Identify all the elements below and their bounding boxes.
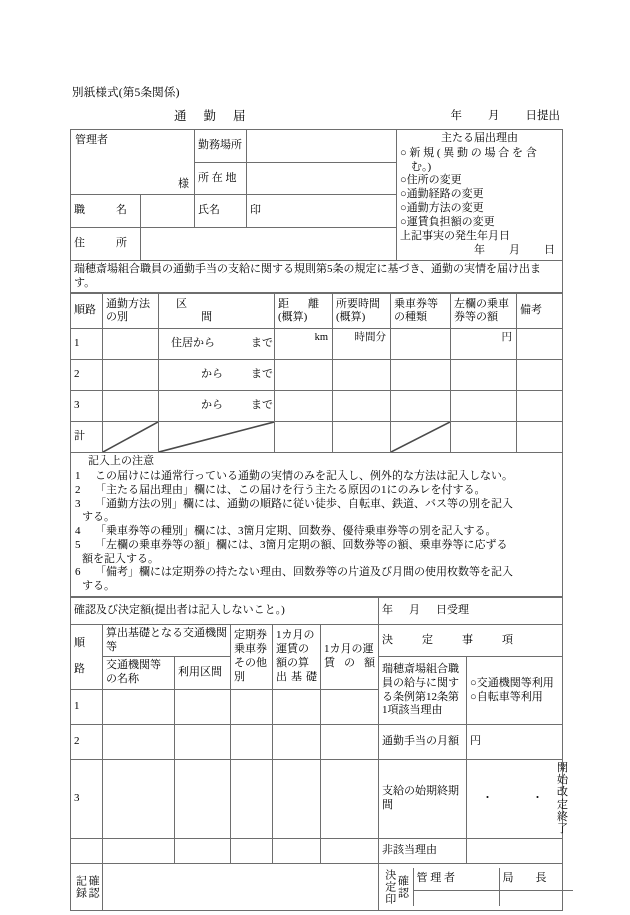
note-item: 2 「主たる届出理由」欄には、この届けを行う主たる原因の1にのみレを付する。	[75, 483, 486, 496]
route-row-3-amount[interactable]	[451, 391, 517, 422]
fact-date-label: 上記事実の発生年月日	[400, 230, 510, 243]
table-row-total	[71, 422, 563, 453]
manager-sama: 様	[178, 177, 189, 190]
route-row-1-section[interactable]	[159, 329, 275, 360]
conf-row-1-pass[interactable]	[231, 689, 273, 724]
conf-row-3-no: 3	[71, 759, 103, 838]
table-row	[71, 759, 563, 838]
route-row-3-to: まで	[251, 399, 273, 412]
route-row-1-from: 住居から	[171, 337, 215, 350]
col-order: 順路	[71, 294, 103, 329]
table-row	[71, 597, 563, 624]
note-item: 4 「乗車券等の種別」欄には、3箇月定期、回数券、優待乗車券等の別を記入する。	[75, 525, 497, 537]
total-method-struck	[103, 422, 159, 453]
seal-director-label: 局 長	[499, 868, 573, 891]
note-item: 3 「通勤方法の別」欄には、通勤の順路に従い徒歩、自転車、鉄道、バス等の別を記入	[75, 497, 513, 510]
lower-col-section-used: 利用区間	[175, 657, 231, 690]
allowance-label: 通勤手当の月額	[379, 724, 467, 759]
conf-row-2-no: 2	[71, 724, 103, 759]
route-row-1-to: まで	[251, 337, 273, 350]
conf-row-4-basis[interactable]	[273, 838, 321, 863]
table-row	[71, 391, 563, 422]
period-state-revise[interactable]: 改定	[557, 786, 569, 811]
total-section-struck	[159, 422, 275, 453]
submit-month: 月	[488, 110, 500, 122]
workplace-label: 勤務場所	[195, 130, 247, 163]
table-row	[71, 360, 563, 391]
route-row-1-remarks[interactable]	[517, 329, 563, 360]
reason-option-method[interactable]: ○通勤方法の変更	[400, 201, 484, 214]
receipt-year: 年	[382, 603, 394, 616]
seal-label-col-2: 決定印	[383, 868, 396, 905]
conf-row-2-fare[interactable]	[321, 724, 379, 759]
table-row	[71, 260, 563, 293]
submit-day: 日提出	[525, 110, 560, 122]
applicant-table	[70, 129, 563, 293]
conf-row-1-section[interactable]	[175, 689, 231, 724]
unit-yen: 円	[501, 332, 512, 344]
seal-header-row	[379, 868, 573, 891]
name-label: 氏名	[195, 195, 247, 228]
conf-row-2-org[interactable]	[103, 724, 175, 759]
conf-row-1-no: 1	[71, 689, 103, 724]
seal-director-value[interactable]	[499, 890, 573, 906]
address-label: 住 所	[71, 228, 141, 261]
decision-option-transit[interactable]: ○交通機関等利用	[470, 676, 554, 689]
note-item: 6 「備考」欄には定期券の持たない理由、回数券等の片道及び月間の使用枚数等を記入	[75, 566, 513, 579]
route-row-2-no: 2	[71, 360, 103, 391]
seal-label-col-1: 確認	[396, 874, 409, 899]
route-row-2-time[interactable]	[333, 360, 391, 391]
lower-col-pass-kind: 定期券乗車券その他別	[231, 624, 273, 689]
reason-option-address[interactable]: ○住所の変更	[400, 174, 462, 187]
route-row-1-amount[interactable]	[451, 329, 517, 360]
reason-option-fare[interactable]: ○運賃負担額の変更	[400, 215, 495, 228]
seal-label	[379, 868, 413, 906]
location-label: 所 在 地	[195, 162, 247, 195]
total-time[interactable]	[333, 422, 391, 453]
workplace-input[interactable]	[247, 130, 397, 163]
conf-row-3-fare[interactable]	[321, 759, 379, 838]
conf-row-3-section[interactable]	[175, 759, 231, 838]
route-row-2-distance[interactable]	[275, 360, 333, 391]
lower-col-basis-group: 算出基礎となる交通機関等	[103, 624, 231, 657]
receipt-date[interactable]	[379, 597, 563, 624]
period-state-end[interactable]: 終了	[557, 811, 569, 836]
post-input[interactable]	[141, 195, 195, 228]
table-header-row	[71, 624, 563, 657]
note-item-cont: する。	[82, 580, 115, 592]
fact-year: 年	[474, 244, 485, 256]
notes-title: 記入上の注意	[88, 455, 154, 468]
col-ticket-amount: 左欄の乗車 券等の額	[451, 294, 517, 329]
location-input[interactable]	[247, 162, 397, 195]
non-applicable-value[interactable]	[467, 838, 563, 863]
route-row-2-ticket[interactable]	[391, 360, 451, 391]
submission-date	[451, 107, 561, 123]
route-row-3-ticket[interactable]	[391, 391, 451, 422]
total-label: 計	[71, 422, 103, 453]
confirmation-title: 確認及び決定額(提出者は記入しないこと。)	[71, 597, 379, 624]
conf-row-2-pass[interactable]	[231, 724, 273, 759]
note-item: 5 「左欄の乗車券等の額」欄には、3箇月定期の額、回数券等の額、乗車券等に応ずる	[75, 538, 508, 551]
notes-cell	[71, 453, 563, 597]
route-row-2-remarks[interactable]	[517, 360, 563, 391]
receipt-month: 月	[409, 603, 421, 616]
route-row-2-section[interactable]	[159, 360, 275, 391]
conf-row-4-pass[interactable]	[231, 838, 273, 863]
decision-clause-options	[467, 657, 563, 725]
total-distance[interactable]	[275, 422, 333, 453]
period-label: 支給の始期終期間	[379, 759, 467, 838]
record-label-col-1: 確認	[87, 874, 100, 899]
reason-option-new-1[interactable]: ○ 新 規 ( 異 動 の 場 合 を 含	[400, 146, 537, 159]
period-cell[interactable]	[467, 759, 569, 838]
conf-row-3-basis[interactable]	[273, 759, 321, 838]
route-row-2-from: から	[201, 368, 223, 381]
total-amount[interactable]	[451, 422, 517, 453]
col-ticket-type: 乗車券等 の種類	[391, 294, 451, 329]
conf-row-1-org[interactable]	[103, 689, 175, 724]
conf-row-1-fare[interactable]	[321, 689, 379, 724]
route-row-3-from: から	[201, 399, 223, 412]
fact-date-fields[interactable]	[400, 244, 559, 258]
conf-row-3-org[interactable]	[103, 759, 175, 838]
route-row-2-method[interactable]	[103, 360, 159, 391]
conf-row-4-org[interactable]	[103, 838, 175, 863]
reason-option-route[interactable]: ○通勤経路の変更	[400, 188, 484, 200]
table-row	[71, 329, 563, 360]
seal-manager-label: 管 理 者	[413, 868, 499, 891]
route-row-1-distance[interactable]	[275, 329, 333, 360]
col-remarks: 備考	[517, 294, 563, 329]
route-row-1-time[interactable]	[333, 329, 391, 360]
fact-day: 日	[544, 244, 555, 256]
reason-cell	[397, 130, 563, 261]
route-table	[70, 293, 563, 597]
manager-label: 管理者	[75, 134, 108, 146]
unit-time: 時間分	[354, 332, 386, 344]
document-title: 通勤届	[174, 109, 263, 123]
route-row-3-time[interactable]	[333, 391, 391, 422]
table-row	[71, 130, 563, 163]
decision-option-bicycle[interactable]: ○自転車等利用	[470, 690, 543, 703]
conf-row-4-no	[71, 838, 103, 863]
col-time: 所要時間 (概算)	[333, 294, 391, 329]
conf-row-1-basis[interactable]	[273, 689, 321, 724]
route-row-1-ticket[interactable]	[391, 329, 451, 360]
allowance-unit: 円	[470, 734, 482, 747]
route-row-1-method[interactable]	[103, 329, 159, 360]
route-row-3-no: 3	[71, 391, 103, 422]
form-sheet	[70, 84, 569, 911]
route-row-1-no: 1	[71, 329, 103, 360]
route-row-3-remarks[interactable]	[517, 391, 563, 422]
submit-year: 年	[450, 110, 462, 122]
table-row-notes	[71, 453, 563, 597]
lower-col-org-name: 交通機関等の名称	[103, 657, 175, 690]
table-header-row	[71, 294, 563, 329]
conf-row-2-section[interactable]	[175, 724, 231, 759]
route-row-3-method[interactable]	[103, 391, 159, 422]
non-applicable-label: 非該当理由	[379, 838, 467, 863]
route-row-3-distance[interactable]	[275, 391, 333, 422]
manager-cell	[71, 130, 195, 195]
lower-col-monthly-fare: 1カ月の運賃の額	[321, 624, 379, 689]
seal-manager-value[interactable]	[413, 890, 499, 906]
note-item: 1 この届けには通常行っている通勤の実情のみを記入し、例外的な方法は記入しない。	[75, 470, 513, 482]
fact-month: 月	[509, 244, 520, 256]
conf-row-4-section[interactable]	[175, 838, 231, 863]
allowance-value[interactable]	[467, 724, 563, 759]
route-row-2-to: まで	[251, 368, 273, 381]
seal-block	[379, 863, 563, 910]
decision-clause-reason: 瑞穂斎場組合職員の給与に関する条例第12条第1項該当理由	[379, 657, 467, 725]
record-label	[71, 863, 103, 910]
route-row-2-amount[interactable]	[451, 360, 517, 391]
col-section: 区間	[159, 294, 275, 329]
note-item-cont: 額を記入する。	[82, 552, 159, 565]
period-state-start[interactable]: 開始	[557, 761, 569, 787]
post-label: 職 名	[71, 195, 141, 228]
table-row-record	[71, 863, 563, 910]
title-row	[70, 106, 562, 126]
decision-section-title: 決 定 事 項	[379, 624, 563, 657]
route-row-3-section[interactable]	[159, 391, 275, 422]
reason-option-new-2: む。)	[411, 160, 432, 173]
col-method: 通勤方法 の別	[103, 294, 159, 329]
conf-row-4-fare[interactable]	[321, 838, 379, 863]
address-input[interactable]	[141, 228, 397, 261]
period-dots: ・ ・	[482, 791, 558, 804]
lower-col-monthly-basis: 1カ月の運賃の額の算出基礎	[273, 624, 321, 689]
seal-label: 印	[250, 204, 261, 217]
unit-km: km	[314, 332, 328, 344]
record-value[interactable]	[103, 863, 379, 910]
declaration-text: 瑞穂斎場組合職員の通勤手当の支給に関する規則第5条の規定に基づき、通勤の実情を届け出ます。	[71, 260, 563, 293]
table-row	[71, 724, 563, 759]
total-remarks[interactable]	[517, 422, 563, 453]
conf-row-3-pass[interactable]	[231, 759, 273, 838]
form-code: 別紙様式(第5条関係)	[72, 87, 180, 99]
confirmation-table	[70, 597, 569, 911]
col-distance: 距 離 (概算)	[275, 294, 333, 329]
record-label-col-2: 記録	[74, 874, 87, 899]
table-row	[71, 838, 563, 863]
note-item-cont: する。	[82, 511, 115, 524]
name-input[interactable]	[247, 195, 397, 228]
lower-col-order: 順 路	[71, 624, 103, 689]
receipt-day: 日受理	[436, 603, 470, 616]
reason-title: 主たる届出理由	[441, 132, 518, 144]
total-ticket-struck	[391, 422, 451, 453]
conf-row-2-basis[interactable]	[273, 724, 321, 759]
